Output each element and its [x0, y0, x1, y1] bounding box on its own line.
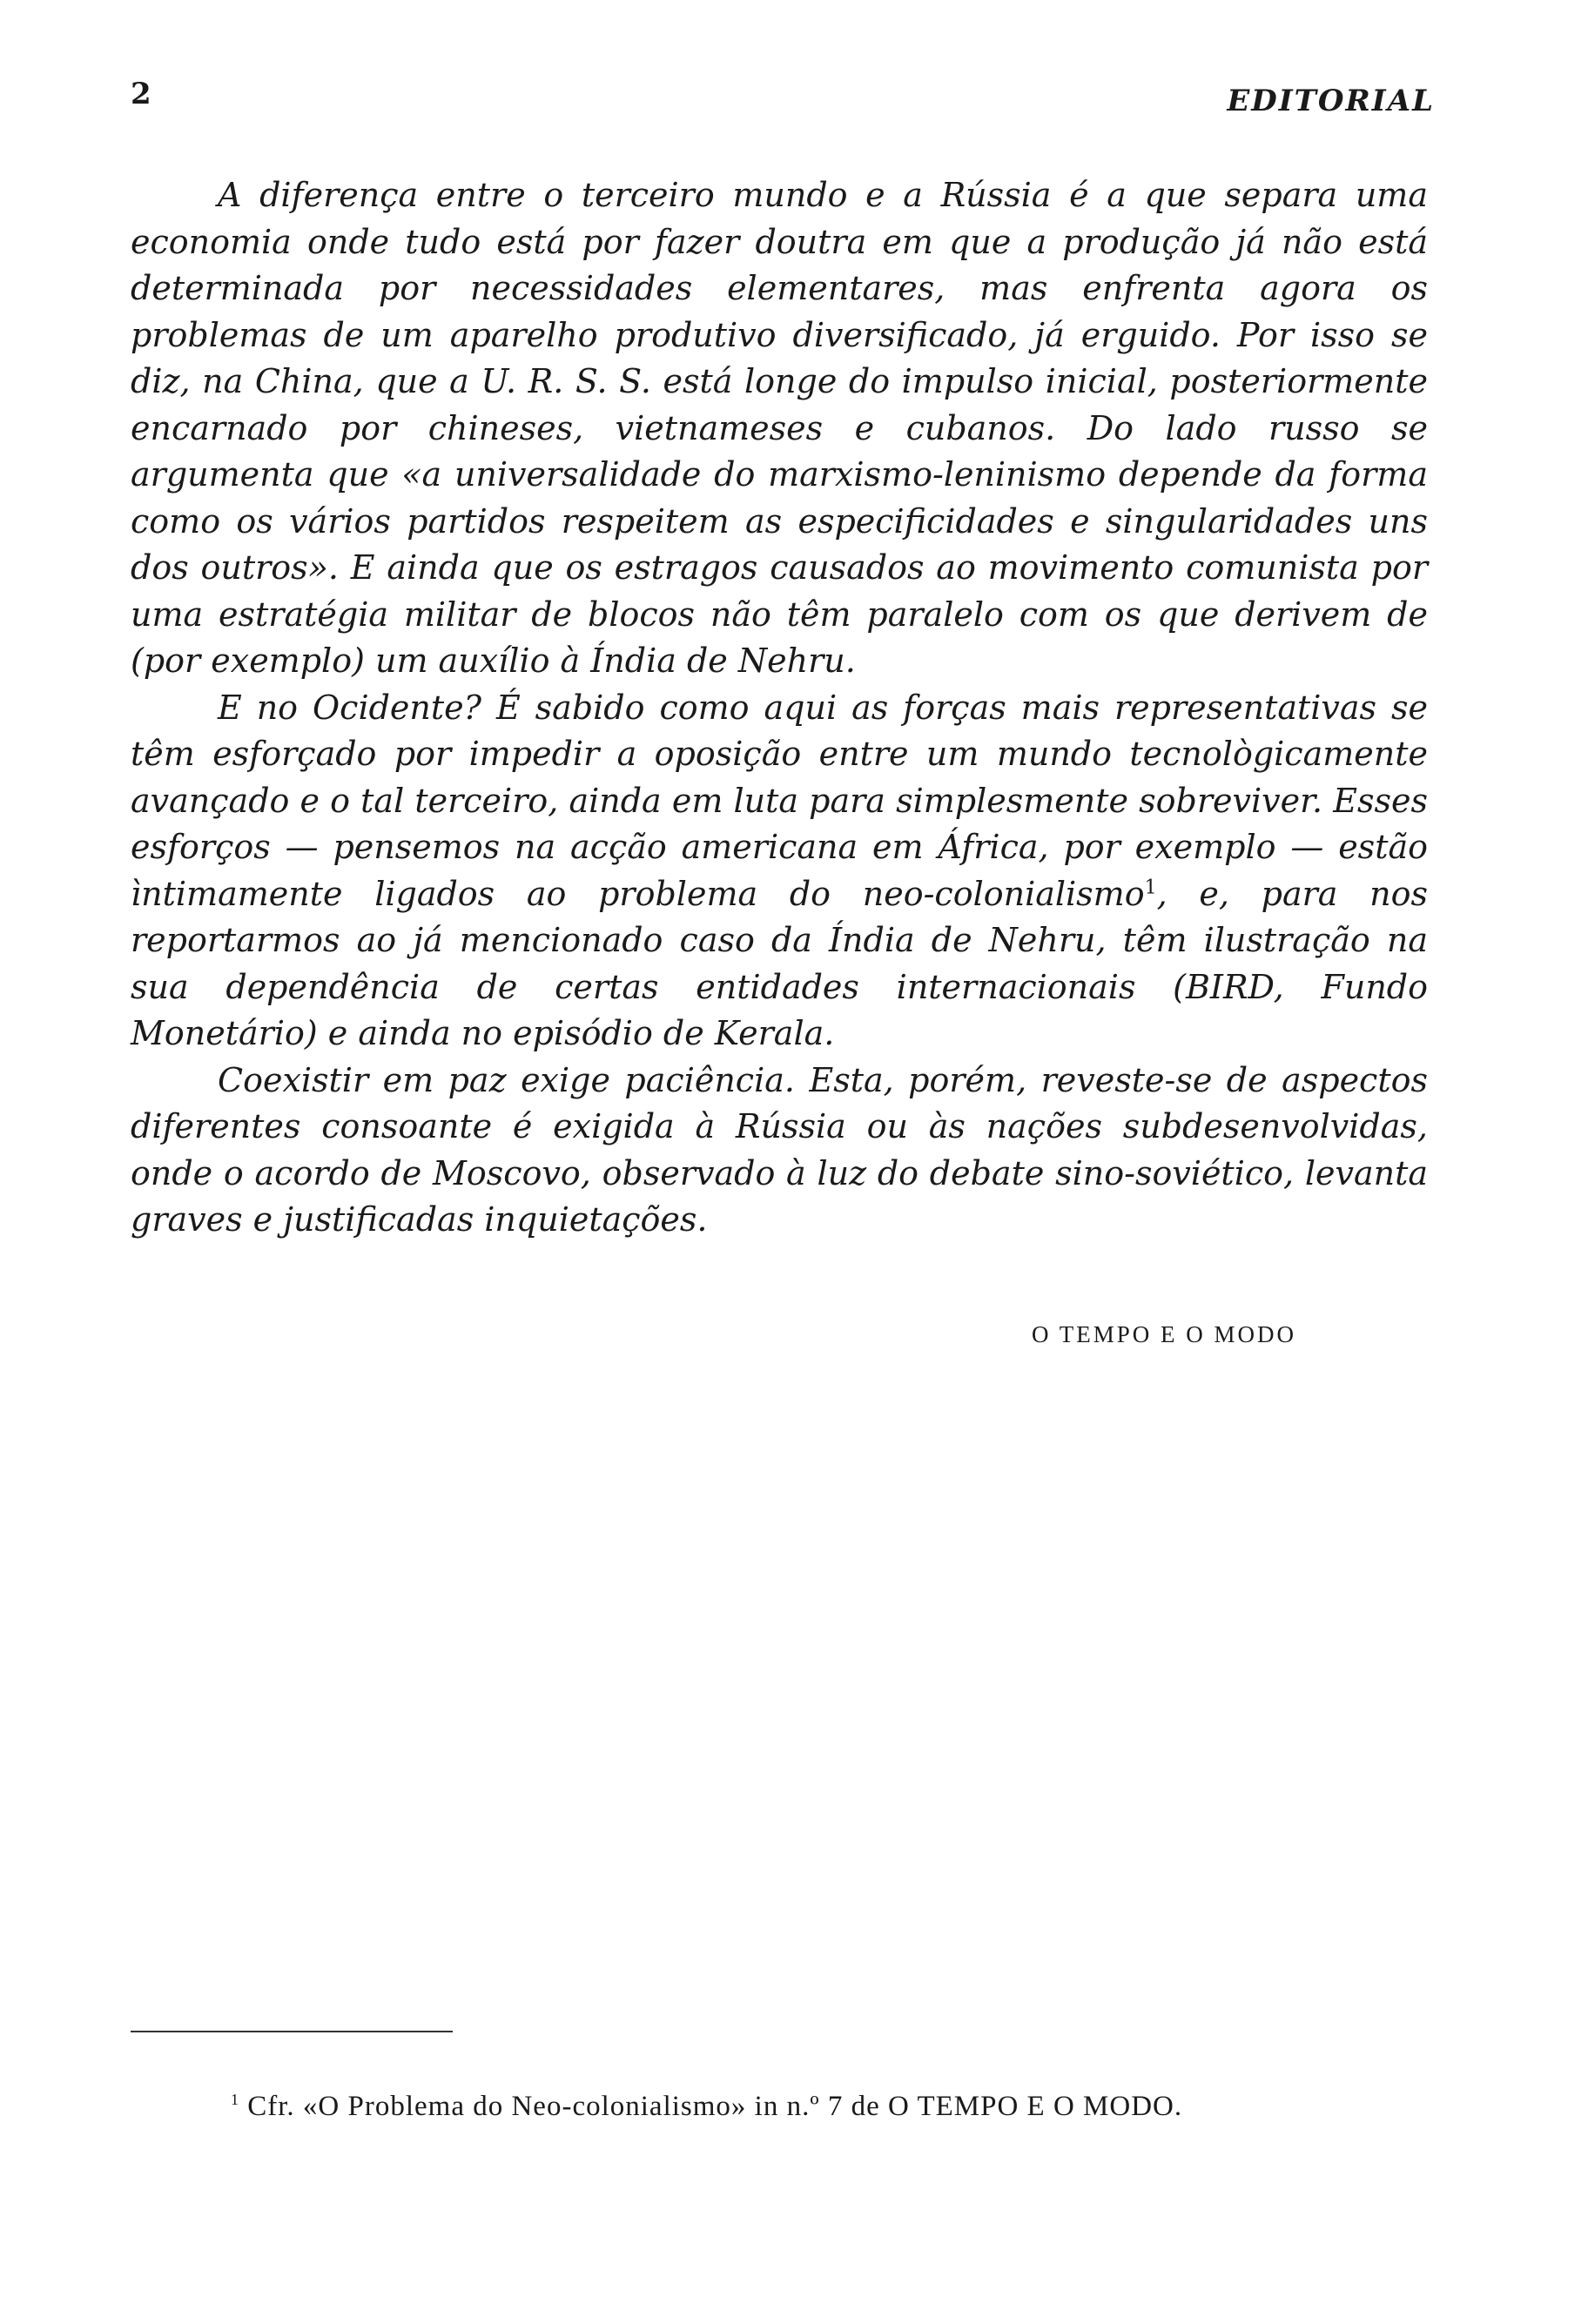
footnote-reference: 1	[1144, 876, 1157, 898]
footnote	[231, 2091, 1182, 2123]
paragraph-2-text-end: , e, para nos reportarmos ao já mencionado caso da Índia de Nehru, têm ilustração na sua dependência de certas entidades internacionais (BIRD, Fundo Monetário) e ainda no episódio de Kerala.	[131, 874, 1428, 1052]
paragraph-2	[131, 685, 1428, 1058]
footnote-text: Cfr. «O Problema do Neo-colonialismo» in n.º 7 de O TEMPO E O MODO.	[247, 2091, 1183, 2122]
footnote-marker: 1	[231, 2091, 239, 2108]
article-body	[131, 172, 1428, 1244]
signature: O TEMPO E O MODO	[1032, 1321, 1297, 1347]
paragraph-2-text-start: E no Ocidente? É sabido como aqui as forças mais representativas se têm esforçado por impedir a oposição entre um mundo tecnològicamente avançado e o tal terceiro, ainda em luta para simplesmente sobreviver. Esses esforços — pensemos na acção americana em África, por exemplo — estão ìntimamente ligados ao problema do neo-colonialismo	[131, 688, 1428, 913]
page-number: 2	[131, 77, 151, 111]
running-head: EDITORIAL	[1227, 84, 1435, 118]
paragraph-3: Coexistir em paz exige paciência. Esta, porém, reveste-se de aspectos diferentes consoante é exigida à Rússia ou às nações subdesenvolvidas, onde o acordo de Moscovo, observado à luz do debate sino-soviético, levanta graves e justificadas inquietações.	[131, 1060, 1428, 1239]
paragraph-1: A diferença entre o terceiro mundo e a Rússia é a que separa uma economia onde tudo está por fazer doutra em que a produção já não está determinada por necessidades elementares, mas enfrenta agora os problemas de um aparelho produtivo diversificado, já erguido. Por isso se diz, na China, que a U. R. S. S. está longe do impulso inicial, posteriormente encarnado por chineses, vietnameses e cubanos. Do lado russo se argumenta que «a universalidade do marxismo-leninismo depende da forma como os vários partidos respeitem as especificidades e singularidades uns dos outros». E ainda que os estragos causados ao movimento comunista por uma estratégia militar de blocos não têm paralelo com os que derivem de (por exemplo) um auxílio à Índia de Nehru.	[131, 176, 1428, 680]
footnote-divider	[131, 2031, 453, 2032]
